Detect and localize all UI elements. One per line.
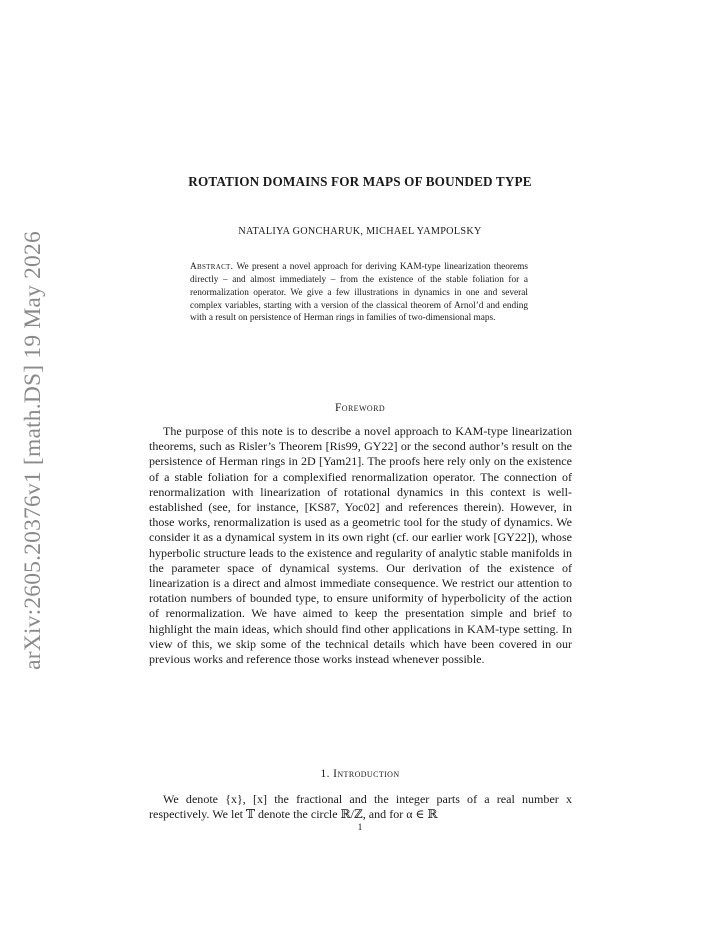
introduction-heading: 1. Introduction: [320, 768, 400, 780]
arxiv-identifier-stamp: [4, 230, 62, 670]
foreword-paragraph: The purpose of this note is to describe a novel approach to KAM-type linearization theorems, such as Risler’s Theorem [Ris99, GY22] or the second author’s result on the persistence of Herman rings in 2D [Yam21]. The proofs here rely only on the existence of a stable foliation for a complexified renormalization operator. The connection of renormalization with linearization of rotational dynamics in this context is well-established (see, for instance, [KS87, Yoc02] and references therein). However, in those works, renormalization is used as a geometric tool for the study of dynamics. We consider it as a dynamical system in its own right (cf. our earlier work [GY22]), whose hyperbolic structure leads to the existence and regularity of analytic stable manifolds in the parameter space of dynamical systems. Our derivation of the existence of linearization is a direct and almost immediate consequence. We restrict our attention to rotation numbers of bounded type, to ensure uniformity of hyperbolicity of the action of renormalization. We have aimed to keep the presentation simple and brief to highlight the main ideas, which should find other applications in KAM-type setting. In view of this, we skip some of the technical details which have been covered in our previous works and reference those works instead whenever possible.: [149, 424, 572, 667]
abstract-label: Abstract.: [190, 262, 234, 272]
foreword-heading: Foreword: [334, 402, 386, 414]
arxiv-identifier-text: arXiv:2605.20376v1 [math.DS] 19 May 2026: [19, 230, 46, 670]
paper-title: ROTATION DOMAINS FOR MAPS OF BOUNDED TYPE: [188, 174, 532, 189]
paper-authors: NATALIYA GONCHARUK, MICHAEL YAMPOLSKY: [238, 226, 482, 237]
page-number: 1: [357, 823, 363, 833]
abstract-text: We present a novel approach for deriving KAM-type linearization theorems directly – and almost immediately – from the existence of the stable foliation for a renormalization operator. We give a few illustrations in dynamics in one and several complex variables, starting with a version of the classical theorem of Arnol’d and ending with a result on persistence of Herman rings in families of two-dimensional maps.: [190, 262, 529, 324]
abstract-block: [190, 261, 528, 325]
introduction-paragraph: We denote {x}, [x] the fractional and the integer parts of a real number x respectively. We let 𝕋 denote the circle ℝ/ℤ, and for α ∈ ℝ: [149, 792, 572, 822]
